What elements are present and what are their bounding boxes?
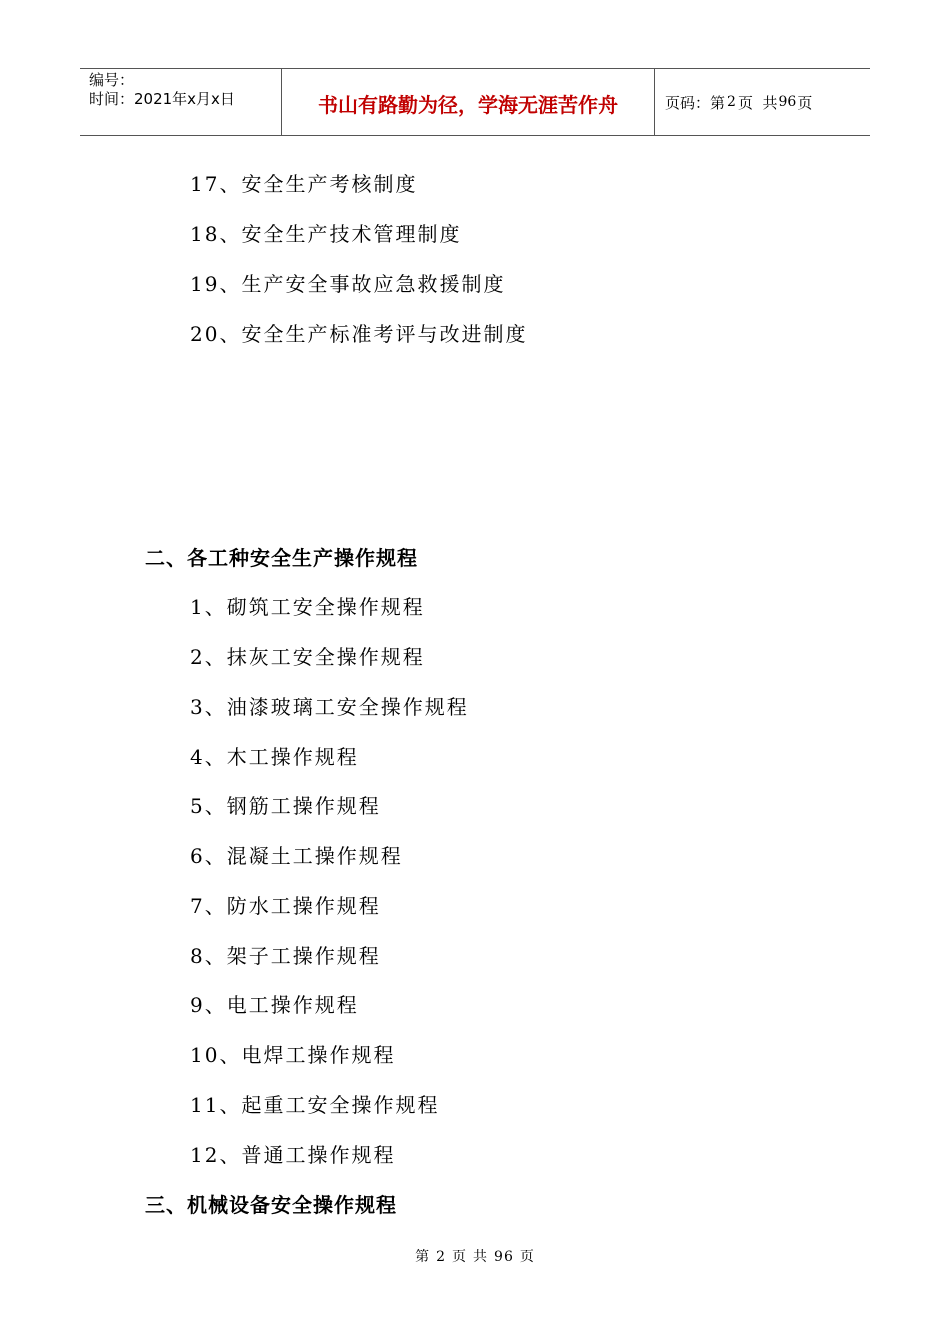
list-item: 19、生产安全事故应急救援制度: [190, 272, 506, 296]
header-motto: 书山有路勤为径，学海无涯苦作舟: [282, 69, 655, 135]
header-meta: [80, 69, 282, 135]
document-time-label: 时间：2021年x月x日: [89, 90, 235, 108]
list-item: 6、混凝土工操作规程: [190, 844, 403, 868]
header-page-info: [655, 69, 870, 135]
list-item: 9、电工操作规程: [190, 993, 359, 1017]
section-heading: 三、机械设备安全操作规程: [145, 1193, 397, 1217]
page-end: 页: [797, 93, 813, 112]
section-heading: 二、各工种安全生产操作规程: [145, 546, 418, 570]
footer-di: 第: [415, 1249, 431, 1265]
footer-total: 96: [494, 1249, 514, 1265]
list-item: 8、架子工操作规程: [190, 944, 381, 968]
document-number-label: 编号：: [89, 71, 135, 89]
list-item: 3、油漆玻璃工安全操作规程: [190, 695, 469, 719]
page-label: 页码：第: [665, 93, 726, 112]
footer-gong: 共: [473, 1249, 489, 1265]
list-item: 10、电焊工操作规程: [190, 1043, 396, 1067]
page-footer: [0, 1246, 950, 1266]
list-item: 11、起重工安全操作规程: [190, 1093, 440, 1117]
list-item: 5、钢筋工操作规程: [190, 794, 381, 818]
list-item: 18、安全生产技术管理制度: [190, 222, 462, 246]
page-current: 2: [727, 94, 736, 110]
footer-ye-end: 页: [519, 1249, 535, 1265]
list-item: 1、砌筑工安全操作规程: [190, 595, 425, 619]
list-item: 17、安全生产考核制度: [190, 172, 418, 196]
footer-current: 2: [436, 1249, 447, 1265]
list-item: 4、木工操作规程: [190, 745, 359, 769]
list-item: 20、安全生产标准考评与改进制度: [190, 322, 528, 346]
list-item: 2、抹灰工安全操作规程: [190, 645, 425, 669]
footer-ye: 页: [452, 1249, 468, 1265]
page-mid: 页 共: [737, 93, 778, 112]
list-item: 7、防水工操作规程: [190, 894, 381, 918]
page-header: [80, 68, 870, 136]
page-total: 96: [778, 94, 797, 110]
list-item: 12、普通工操作规程: [190, 1143, 396, 1167]
